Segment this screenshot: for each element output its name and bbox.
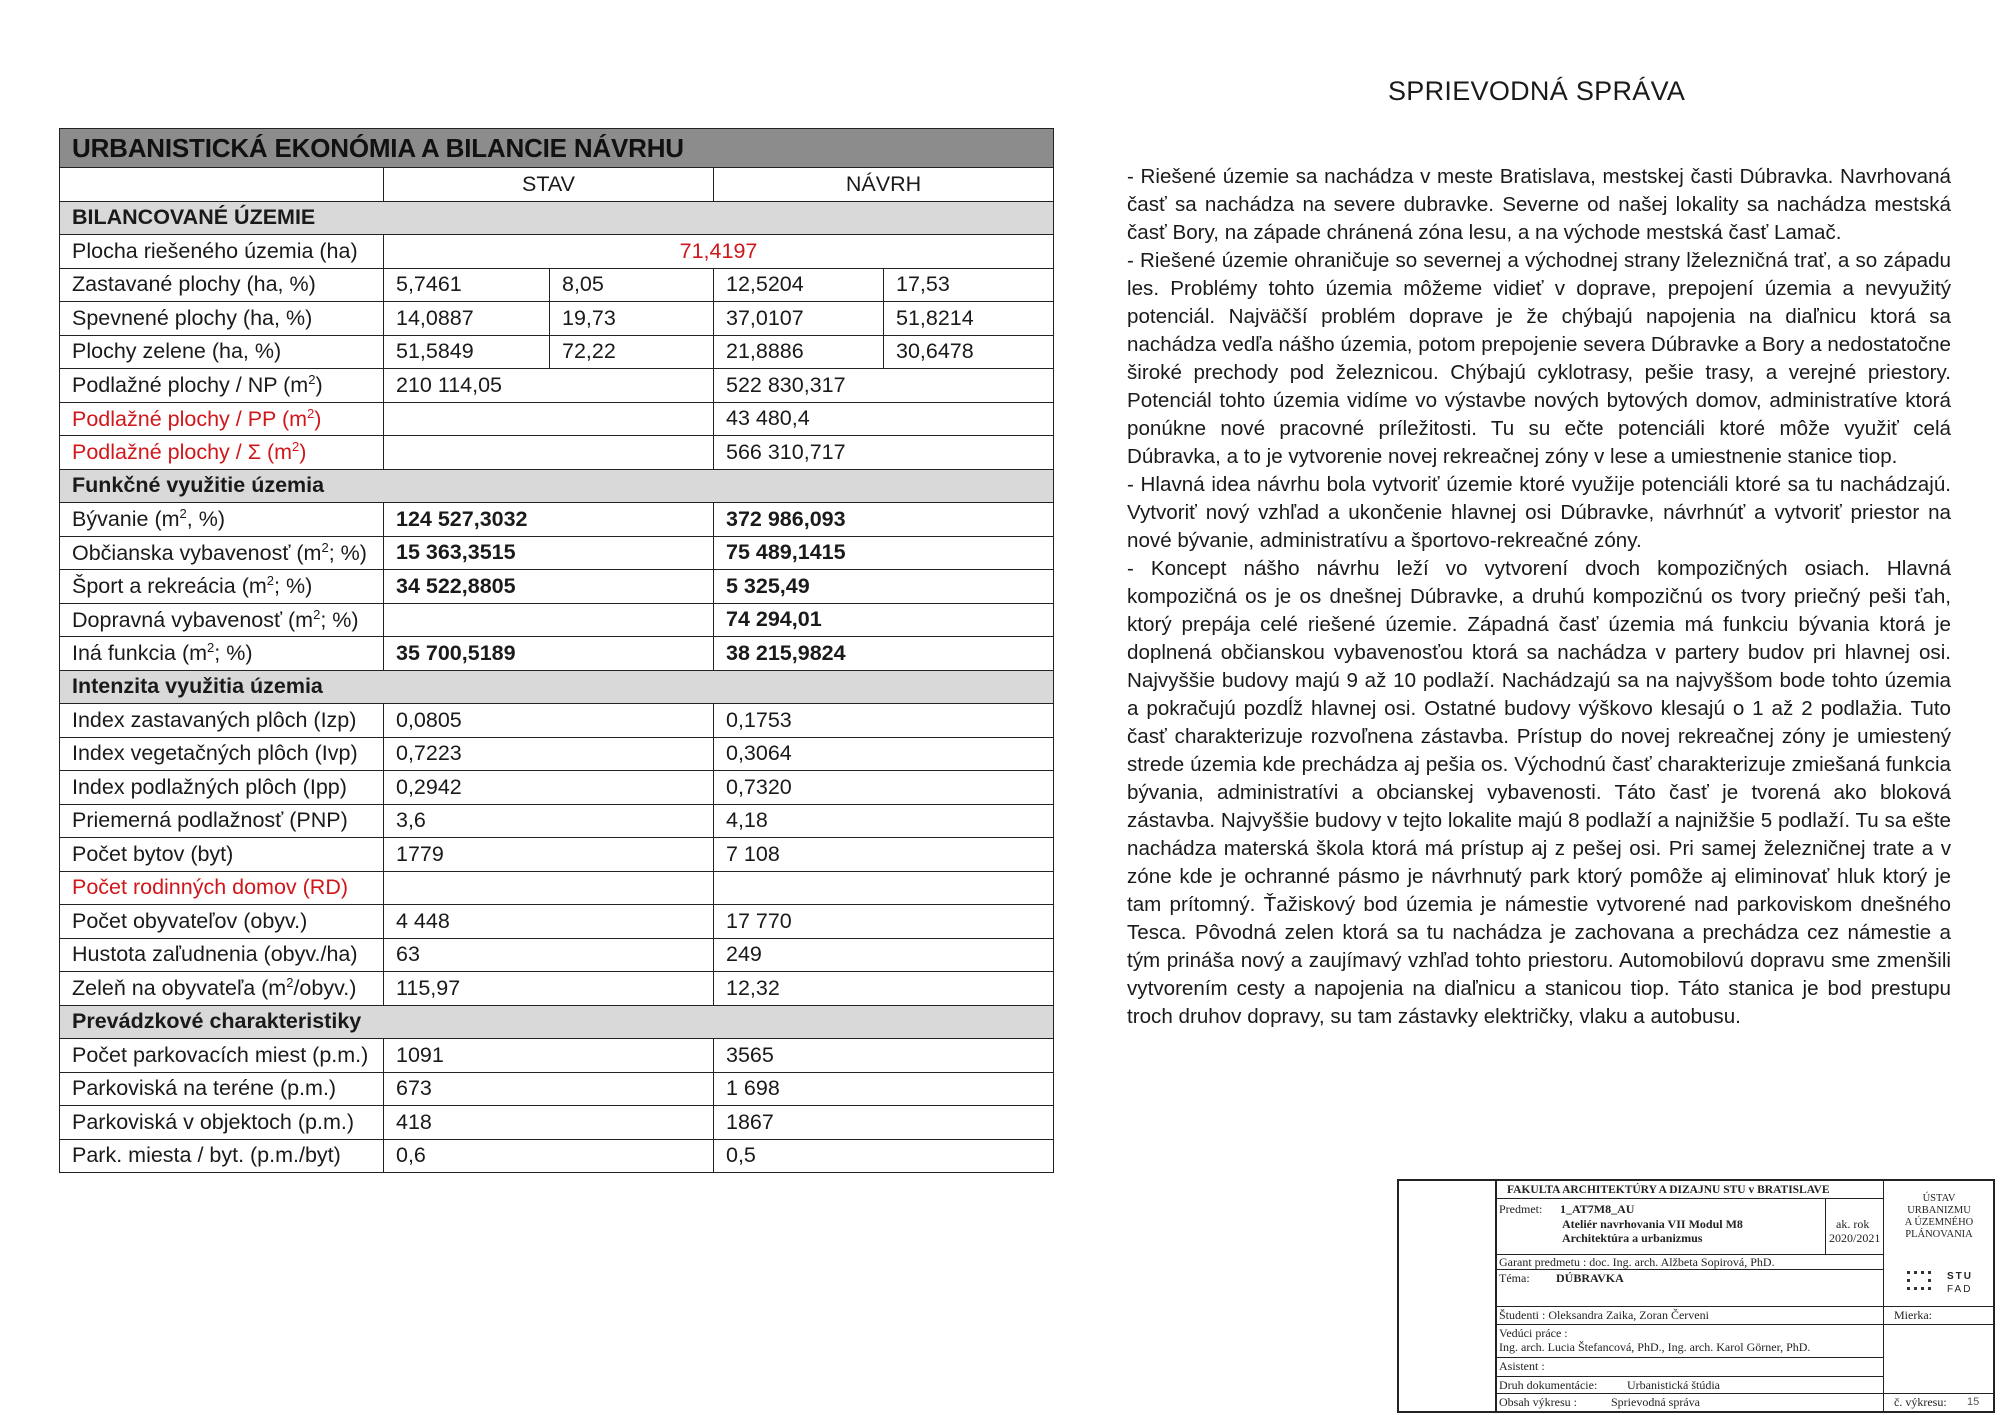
stav-value: [384, 871, 714, 905]
table-row: [60, 402, 1054, 436]
row-label: Park. miesta / byt. (p.m./byt): [60, 1139, 384, 1173]
row-label: Počet obyvateľov (obyv.): [60, 905, 384, 939]
content-label: Obsah výkresu :: [1499, 1395, 1577, 1409]
students: Študenti : Oleksandra Zaika, Zoran Červeni: [1499, 1308, 1709, 1322]
column-header-empty: [60, 168, 384, 202]
stav-value: 210 114,05: [384, 369, 714, 403]
navrh-value: 0,5: [714, 1139, 1054, 1173]
doc-type: Urbanistická štúdia: [1627, 1378, 1720, 1392]
stav-value: 63: [384, 938, 714, 972]
institute-line: URBANIZMU: [1907, 1205, 1971, 1216]
stav-percent: 19,73: [550, 302, 714, 336]
institute-line: ÚSTAV: [1922, 1193, 1956, 1204]
row-label: [60, 436, 384, 470]
balance-table-body: [60, 129, 1054, 1173]
theme-label: Téma:: [1499, 1271, 1530, 1285]
navrh-value: 0,3064: [714, 737, 1054, 771]
section-title: Intenzita využitia územia: [60, 670, 1054, 704]
row-label: Index vegetačných plôch (Ivp): [60, 737, 384, 771]
row-label: [60, 637, 384, 671]
navrh-value: 12,5204: [714, 268, 884, 302]
row-label: Počet rodinných domov (RD): [60, 871, 384, 905]
row-label-text: Podlažné plochy / Σ (m: [72, 440, 293, 465]
stav-percent: 72,22: [550, 335, 714, 369]
row-label-text: Zeleň na obyvateľa (m: [72, 976, 287, 1001]
table-row: [60, 938, 1054, 972]
subject-label: Predmet:: [1499, 1202, 1543, 1216]
table-row: [60, 536, 1054, 570]
navrh-value: 74 294,01: [714, 603, 1054, 637]
section-row: [60, 670, 1054, 704]
row-label: [60, 503, 384, 537]
navrh-value: 43 480,4: [714, 402, 1054, 436]
table-row: [60, 1139, 1054, 1173]
navrh-value: 4,18: [714, 804, 1054, 838]
navrh-value: 3565: [714, 1039, 1054, 1073]
row-label: Parkoviská v objektoch (p.m.): [60, 1106, 384, 1140]
row-label-text: Bývanie (m: [72, 507, 180, 532]
stav-value: 115,97: [384, 972, 714, 1006]
row-label-superscript: 2: [313, 606, 321, 622]
row-label-unit: ): [314, 406, 322, 431]
navrh-value: 38 215,9824: [714, 637, 1054, 671]
row-label: Index zastavaných plôch (Izp): [60, 704, 384, 738]
stav-value: [384, 436, 714, 470]
row-label-superscript: 2: [266, 573, 274, 589]
row-label: [60, 570, 384, 604]
academic-year: 2020/2021: [1829, 1231, 1881, 1245]
row-label-superscript: 2: [321, 539, 329, 555]
section-row: [60, 1005, 1054, 1039]
row-label: [60, 536, 384, 570]
row-label-unit: ): [315, 373, 323, 398]
table-row: [60, 737, 1054, 771]
stav-value: 4 448: [384, 905, 714, 939]
subject-name-2: Architektúra a urbanizmus: [1562, 1231, 1703, 1245]
table-row: [60, 235, 1054, 269]
stav-value: 51,5849: [384, 335, 550, 369]
table-row: [60, 1039, 1054, 1073]
row-label-unit: ; %): [274, 574, 313, 599]
row-label-superscript: 2: [207, 640, 215, 656]
row-label: [60, 972, 384, 1006]
row-label: Index podlažných plôch (Ipp): [60, 771, 384, 805]
table-row: [60, 804, 1054, 838]
section-title: Funkčné využitie územia: [60, 469, 1054, 503]
row-label-unit: , %): [186, 507, 226, 532]
navrh-value: 7 108: [714, 838, 1054, 872]
subject-name-1: Ateliér navrhovania VII Modul M8: [1562, 1217, 1743, 1231]
logo-text-stu: STU: [1947, 1271, 1973, 1282]
row-label-text: Podlažné plochy / NP (m: [72, 373, 309, 398]
navrh-value: 566 310,717: [714, 436, 1054, 470]
stav-value: 1779: [384, 838, 714, 872]
column-header-stav: STAV: [384, 168, 714, 202]
logo-dots-icon: [1907, 1271, 1943, 1295]
table-title-row: [60, 129, 1054, 168]
navrh-value: 0,1753: [714, 704, 1054, 738]
report-paragraph: - Hlavná idea návrhu bola vytvoriť územie ktoré využije potenciáli ktoré sa tu nachádzajú. Vytvoriť nový vzhľad a ukončenie hlavnej osi Dúbravke, návrhnúť a vytvoriť priestor na nové bývanie, administratívu a športovo-rekreačné zóny.: [1127, 473, 1951, 552]
table-row: [60, 603, 1054, 637]
drawing-number-label: č. výkresu:: [1894, 1395, 1947, 1409]
stav-value: 0,7223: [384, 737, 714, 771]
column-header-row: [60, 168, 1054, 202]
navrh-value: 5 325,49: [714, 570, 1054, 604]
row-label-unit: ; %): [214, 641, 253, 666]
row-label-unit: ; %): [328, 540, 367, 565]
navrh-percent: 17,53: [884, 268, 1054, 302]
table-row: [60, 704, 1054, 738]
row-label-superscript: 2: [307, 405, 315, 421]
title-block: [1397, 1179, 1995, 1413]
navrh-value: 1 698: [714, 1072, 1054, 1106]
stav-value: 15 363,3515: [384, 536, 714, 570]
theme: DÚBRAVKA: [1556, 1271, 1624, 1285]
institute-name: [1883, 1193, 1995, 1241]
guarantor: Garant predmetu : doc. Ing. arch. Alžbeta Sopirová, PhD.: [1499, 1255, 1775, 1269]
section-row: [60, 469, 1054, 503]
supervisors-label: Vedúci práce :: [1499, 1326, 1568, 1340]
navrh-value: 37,0107: [714, 302, 884, 336]
doc-type-label: Druh dokumentácie:: [1499, 1378, 1598, 1392]
navrh-value: [714, 871, 1054, 905]
row-label: Hustota zaľudnenia (obyv./ha): [60, 938, 384, 972]
table-row: [60, 369, 1054, 403]
navrh-value: 21,8886: [714, 335, 884, 369]
row-label: Zastavané plochy (ha, %): [60, 268, 384, 302]
stav-value: [384, 402, 714, 436]
table-row: [60, 905, 1054, 939]
area-value: 71,4197: [384, 235, 1054, 269]
table-row: [60, 972, 1054, 1006]
row-label: Priemerná podlažnosť (PNP): [60, 804, 384, 838]
table-row: [60, 268, 1054, 302]
table-row: [60, 570, 1054, 604]
stav-value: 3,6: [384, 804, 714, 838]
report-paragraph: - Riešené územie sa nachádza v meste Bratislava, mestskej časti Dúbravka. Navrhovaná časť sa nachádza na severe dubravke. Severne od našej lokality sa nachádza mestská časť Bory, na západe chránená zóna lesu, a na východe mestská časť Lamač.: [1127, 165, 1951, 244]
stav-value: 5,7461: [384, 268, 550, 302]
row-label: Počet parkovacích miest (p.m.): [60, 1039, 384, 1073]
row-label-superscript: 2: [308, 372, 316, 388]
table-row: [60, 637, 1054, 671]
row-label-superscript: 2: [292, 439, 300, 455]
navrh-value: 372 986,093: [714, 503, 1054, 537]
subject-code: 1_AT7M8_AU: [1560, 1202, 1635, 1216]
table-row: [60, 302, 1054, 336]
table-row: [60, 1072, 1054, 1106]
navrh-value: 522 830,317: [714, 369, 1054, 403]
table-row: [60, 838, 1054, 872]
row-label: Spevnené plochy (ha, %): [60, 302, 384, 336]
supervisors: Ing. arch. Lucia Štefancová, PhD., Ing. arch. Karol Görner, PhD.: [1499, 1340, 1811, 1354]
scale-label: Mierka:: [1894, 1308, 1932, 1322]
stav-value: 1091: [384, 1039, 714, 1073]
row-label-unit: ): [299, 440, 307, 465]
institute-line: PLÁNOVANIA: [1905, 1229, 1973, 1240]
navrh-percent: 30,6478: [884, 335, 1054, 369]
stav-value: 0,6: [384, 1139, 714, 1173]
navrh-value: 17 770: [714, 905, 1054, 939]
column-header-navrh: NÁVRH: [714, 168, 1054, 202]
section-title: Prevádzkové charakteristiky: [60, 1005, 1054, 1039]
row-label-unit: ; %): [320, 607, 359, 632]
table-row: [60, 335, 1054, 369]
table-title: URBANISTICKÁ EKONÓMIA A BILANCIE NÁVRHU: [60, 129, 1054, 168]
assistant: Asistent :: [1499, 1359, 1545, 1373]
navrh-percent: 51,8214: [884, 302, 1054, 336]
content: Sprievodná správa: [1611, 1395, 1700, 1409]
stav-value: [384, 603, 714, 637]
stav-value: 34 522,8805: [384, 570, 714, 604]
table-row: [60, 436, 1054, 470]
report-paragraph: - Koncept nášho návrhu leží vo vytvorení dvoch kompozičných osiach. Hlavná kompozičná os je os dnešnej Dúbravke, a druhú kompozičnú os tvory priečný peši ťah, ktorý prepája celé riešené územie. Západná časť územia má funkciu bývania ktorá je doplnená občianskou vybavenosťou ktorá sa nachádza v partery budov pri hlavnej osi. Najvyššie budovy majú 9 až 10 podlaží. Nachádzajú sa na najvyššom bode tohto územia a pokračujú pozdĺž hlavnej osi. Ostatné budovy výškovo klesajú o 1 až 2 podlažia. Tuto časť charakterizuje rozvoľnena zástavba. Prístup do novej rekreačnej zóny je umiestený strede územia kde prechádza aj pešia os. Východnú časť charakterizuje zmiešaná funkcia bývania, administratívi a obcianskej vybavenosti. Táto časť je tvorená ako bloková zástavba. Najvyššie budovy v tejto lokalite majú 8 podlaží a najnižšie 5 podlaží. Tu sa ešte nachádza materská škola ktorá má prístup aj z pešej osi. Pri samej železničnej trate a v zóne kde je ochranné pásmo je návrhnutý park ktorý pomôže aj eliminovať hluk ktorý je tam prítomný. Ťažiskový bod územia je námestie vytvorené nad parkoviskom dnešného Tesca. Pôvodná zelen ktorá sa tu nachádza je zachovana a prechádza cez námestie a tým prináša nový a zaujímavý vzhľad tohto priestoru. Automobilovú dopravu sme zmenšili vytvorením cesty a napojenia na diaľnicu a stanicou tiop. Táto stanica je bod prestupu troch druhov dopravy, su tam zástavky električky, vlaku a autobusu.: [1127, 557, 1951, 1028]
row-label-text: Iná funkcia (m: [72, 641, 208, 666]
institute-line: A ÚZEMNÉHO: [1904, 1217, 1974, 1228]
stav-percent: 8,05: [550, 268, 714, 302]
balance-table: [59, 128, 1054, 1173]
stav-value: 124 527,3032: [384, 503, 714, 537]
row-label-text: Šport a rekreácia (m: [72, 574, 267, 599]
row-label: [60, 603, 384, 637]
row-label-text: Podlažné plochy / PP (m: [72, 406, 308, 431]
row-label-superscript: 2: [286, 975, 294, 991]
row-label: Počet bytov (byt): [60, 838, 384, 872]
stav-value: 14,0887: [384, 302, 550, 336]
table-row: [60, 871, 1054, 905]
section-row: [60, 201, 1054, 235]
logo-text-fad: FAD: [1947, 1284, 1973, 1295]
year-label: ak. rok: [1836, 1217, 1870, 1231]
stav-value: 0,2942: [384, 771, 714, 805]
faculty-name: FAKULTA ARCHITEKTÚRY A DIZAJNU STU v BRATISLAVE: [1507, 1184, 1830, 1196]
row-label: [60, 369, 384, 403]
row-label-text: Dopravná vybavenosť (m: [72, 607, 314, 632]
stav-value: 0,0805: [384, 704, 714, 738]
navrh-value: 1867: [714, 1106, 1054, 1140]
stav-value: 418: [384, 1106, 714, 1140]
report-body: [1127, 163, 1951, 1031]
table-row: [60, 1106, 1054, 1140]
stav-value: 673: [384, 1072, 714, 1106]
row-label: Plocha riešeného územia (ha): [60, 235, 384, 269]
report-title: SPRIEVODNÁ SPRÁVA: [1388, 76, 1686, 106]
drawing-number: 15: [1967, 1396, 1980, 1408]
row-label-text: Občianska vybavenosť (m: [72, 540, 322, 565]
table-row: [60, 503, 1054, 537]
navrh-value: 0,7320: [714, 771, 1054, 805]
navrh-value: 75 489,1415: [714, 536, 1054, 570]
table-row: [60, 771, 1054, 805]
report-paragraph: - Riešené územie ohraničuje so severnej a východnej strany lželezničná trať, a so západu les. Problémy tohto územia môžeme vidieť v doprave, prepojení územia a nevyužitý potenciál. Najväčší problém doprave je že chýbajú napojenia na diaľnicu ktorá sa nachádza vedľa nášho územia, potom prepojenie severa Dúbravke a Bory a nedostatočne široké prechody pod železnicou. Chýbajú cyklotrasy, pešie trasy, a verejné priestory. Potenciál tohto územia vidíme vo výstavbe nových bytových domov, administratíve ktorá ponúkne nové pracovné príležitosti. Tu su ečte potenciáli ktoré môže využiť celá Dúbravka, a to je vytvorenie novej rekreačnej zóny v lese a umiestnenie stanice tiop.: [1127, 249, 1951, 468]
section-title: BILANCOVANÉ ÚZEMIE: [60, 201, 1054, 235]
navrh-value: 249: [714, 938, 1054, 972]
stu-fad-logo: [1907, 1267, 1977, 1297]
stav-value: 35 700,5189: [384, 637, 714, 671]
row-label: Parkoviská na teréne (p.m.): [60, 1072, 384, 1106]
row-label-unit: /obyv.): [293, 976, 357, 1001]
row-label-superscript: 2: [179, 506, 187, 522]
row-label: [60, 402, 384, 436]
navrh-value: 12,32: [714, 972, 1054, 1006]
row-label: Plochy zelene (ha, %): [60, 335, 384, 369]
